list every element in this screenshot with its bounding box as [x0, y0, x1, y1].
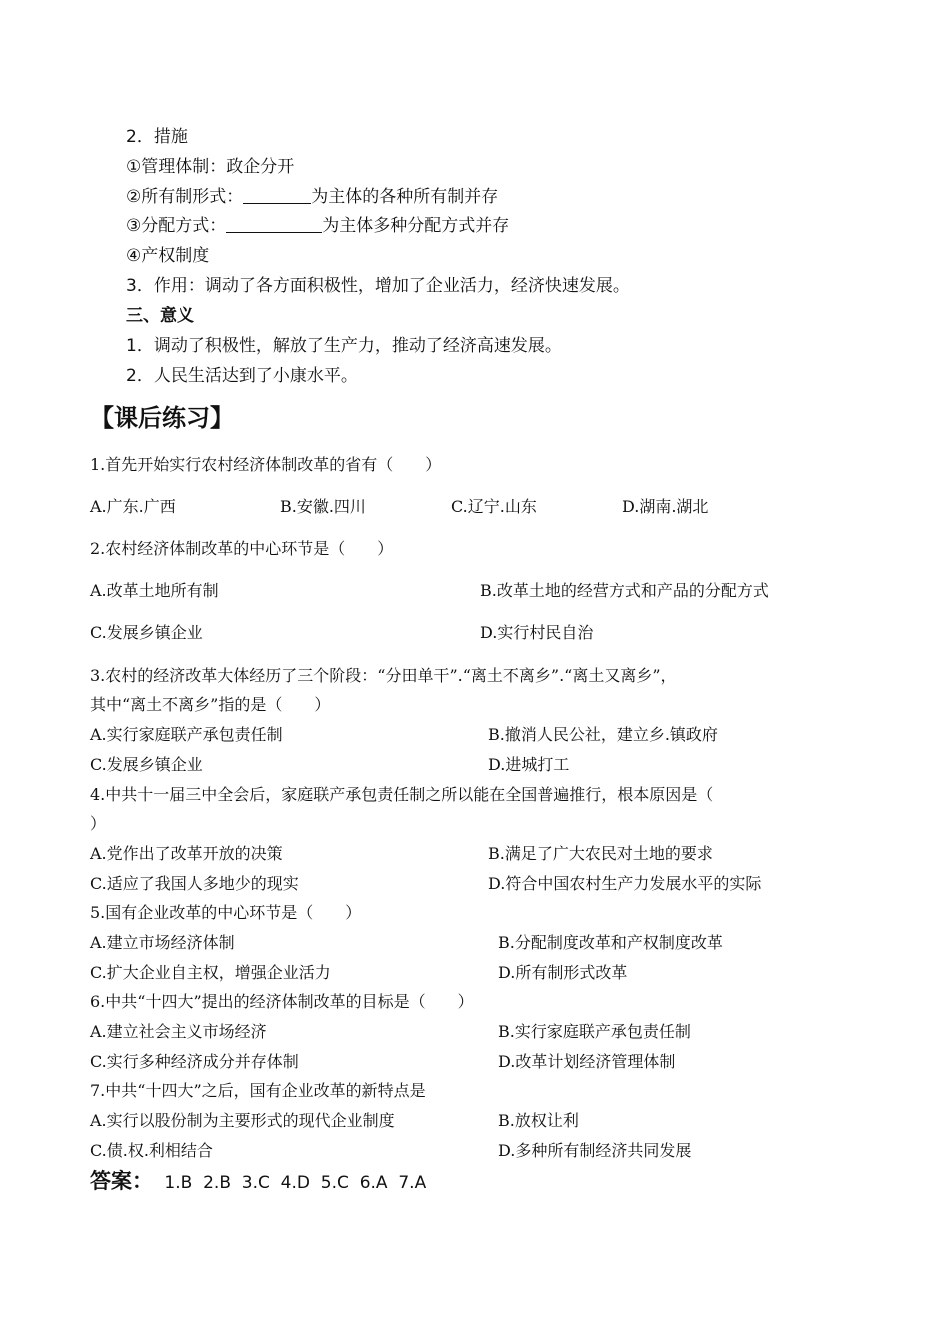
question-7-option-a[interactable]: A.实行以股份制为主要形式的现代企业制度 [90, 1111, 395, 1130]
question-4-option-c[interactable]: C.适应了我国人多地少的现实 [90, 874, 299, 893]
question-7-stem: 7.中共“十四大”之后，国有企业改革的新特点是 [90, 1081, 426, 1100]
question-2-option-d[interactable]: D.实行村民自治 [480, 623, 594, 642]
measure-item-2-suffix: 为主体的各种所有制并存 [311, 187, 499, 207]
significance-point-2: 2．人民生活达到了小康水平。 [126, 366, 358, 386]
measure-item-3-prefix: ③分配方式： [126, 216, 227, 236]
question-3-option-b[interactable]: B.撤消人民公社，建立乡.镇政府 [488, 725, 718, 744]
answer-label: 答案： [90, 1169, 153, 1193]
question-2-option-c[interactable]: C.发展乡镇企业 [90, 623, 203, 642]
effect-line: 3．作用：调动了各方面积极性，增加了企业活力，经济快速发展。 [126, 276, 630, 296]
question-1-option-b[interactable]: B.安徽.四川 [280, 497, 366, 516]
question-6-option-b[interactable]: B.实行家庭联产承包责任制 [498, 1022, 691, 1041]
question-2-stem: 2.农村经济体制改革的中心环节是（ ） [90, 539, 394, 558]
question-3-stem-line-2: 其中“离土不离乡”指的是（ ） [90, 695, 331, 714]
answer-values: 1.B 2.B 3.C 4.D 5.C 6.A 7.A [164, 1173, 427, 1193]
question-1-stem: 1.首先开始实行农村经济体制改革的省有（ ） [90, 455, 442, 474]
significance-heading: 三、意义 [126, 306, 194, 326]
question-5-option-c[interactable]: C.扩大企业自主权，增强企业活力 [90, 963, 331, 982]
question-6-option-c[interactable]: C.实行多种经济成分并存体制 [90, 1052, 299, 1071]
question-4-stem-line-2: ） [90, 814, 107, 833]
question-6-option-d[interactable]: D.改革计划经济管理体制 [498, 1052, 676, 1071]
question-3-stem-line-1: 3.农村的经济改革大体经历了三个阶段：“分田单干”.“离土不离乡”.“离土又离乡”， [90, 666, 677, 685]
question-2-option-b[interactable]: B.改革土地的经营方式和产品的分配方式 [480, 581, 769, 600]
question-5-option-a[interactable]: A.建立市场经济体制 [90, 933, 235, 952]
question-7-option-d[interactable]: D.多种所有制经济共同发展 [498, 1141, 692, 1160]
question-1-option-a[interactable]: A.广东.广西 [90, 497, 176, 516]
measure-item-3-suffix: 为主体多种分配方式并存 [322, 216, 510, 236]
measure-item-1: ①管理体制：政企分开 [126, 157, 295, 177]
question-2-option-a[interactable]: A.改革土地所有制 [90, 581, 219, 600]
question-1-option-c[interactable]: C.辽宁.山东 [451, 497, 537, 516]
question-4-option-b[interactable]: B.满足了广大农民对土地的要求 [488, 844, 713, 863]
question-6-option-a[interactable]: A.建立社会主义市场经济 [90, 1022, 267, 1041]
measure-item-3 [126, 215, 509, 237]
measure-item-2-prefix: ②所有制形式： [126, 187, 244, 207]
question-7-option-b[interactable]: B.放权让利 [498, 1111, 579, 1130]
question-4-stem-line-1: 4.中共十一届三中全会后，家庭联产承包责任制之所以能在全国普遍推行，根本原因是（ [90, 785, 714, 804]
question-5-stem: 5.国有企业改革的中心环节是（ ） [90, 903, 362, 922]
measure-item-4: ④产权制度 [126, 246, 210, 266]
fill-in-blank[interactable] [243, 187, 311, 204]
fill-in-blank[interactable] [226, 216, 322, 233]
question-4-option-d[interactable]: D.符合中国农村生产力发展水平的实际 [488, 874, 762, 893]
question-5-option-d[interactable]: D.所有制形式改革 [498, 963, 628, 982]
question-3-option-a[interactable]: A.实行家庭联产承包责任制 [90, 725, 283, 744]
measures-heading: 2．措施 [126, 127, 188, 147]
question-3-option-c[interactable]: C.发展乡镇企业 [90, 755, 203, 774]
question-1-option-d[interactable]: D.湖南.湖北 [622, 497, 709, 516]
answer-line [90, 1168, 426, 1196]
question-6-stem: 6.中共“十四大”提出的经济体制改革的目标是（ ） [90, 992, 474, 1011]
exercise-title: 【课后练习】 [90, 404, 234, 432]
measure-item-2 [126, 186, 498, 208]
question-7-option-c[interactable]: C.债.权.利相结合 [90, 1141, 213, 1160]
question-3-option-d[interactable]: D.进城打工 [488, 755, 570, 774]
question-4-option-a[interactable]: A.党作出了改革开放的决策 [90, 844, 283, 863]
significance-point-1: 1．调动了积极性，解放了生产力，推动了经济高速发展。 [126, 336, 562, 356]
question-5-option-b[interactable]: B.分配制度改革和产权制度改革 [498, 933, 723, 952]
